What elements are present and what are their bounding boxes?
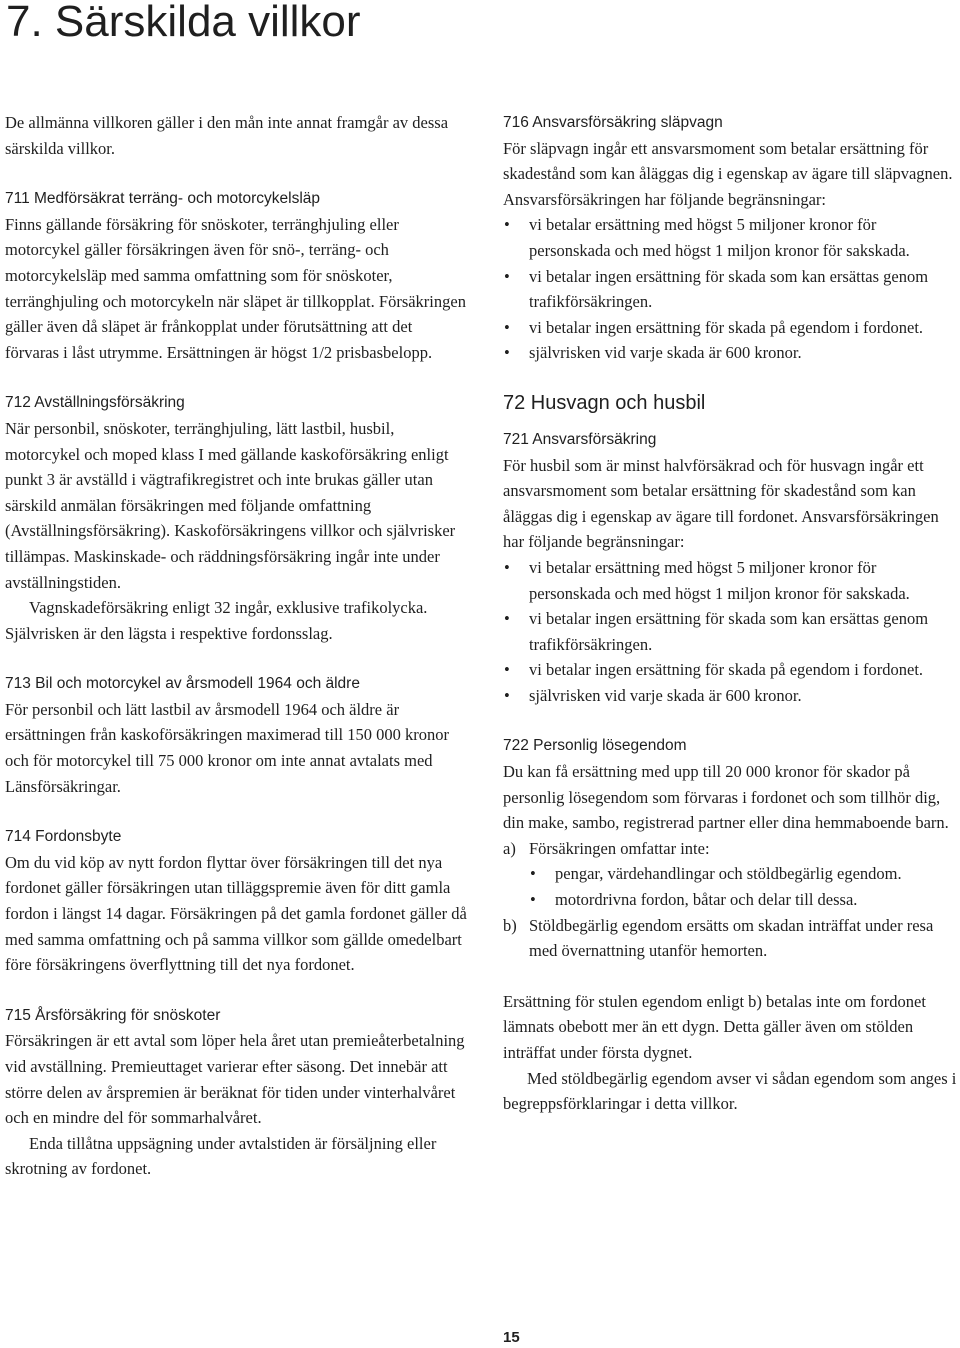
section-715: [5, 1003, 467, 1182]
section-713-text: För personbil och lätt lastbil av årsmodell 1964 och äldre är ersättningen från kaskoförsäkringen maximerad till 150 000 kronor och för motorcykel till 75 000 kronor om inte annat avtalats med Länsförsäkringar.: [5, 699, 450, 796]
section-722-list: [503, 836, 958, 964]
left-column: [5, 110, 467, 1182]
section-715-text-2: Enda tillåtna uppsägning under avtalstiden är försäljning eller skrotning av fordonet.: [5, 1133, 437, 1179]
page-number: 15: [503, 1329, 520, 1346]
sub-list: [529, 861, 958, 912]
section-721: [503, 427, 958, 709]
section-722-text: Du kan få ersättning med upp till 20 000 kronor för skador på personlig lösegendom som förvaras i fordonet och som tillhör dig, din make, sambo, registrerad partner eller dina hemmaboende barn.: [503, 762, 949, 833]
section-721-list: [503, 555, 958, 709]
section-711-text: Finns gällande försäkring för snöskoter, terränghjuling eller motorcykel gäller försäkringen även för snö-, terräng- och motorcykelsläp med samma omfattning som för snöskoter, terränghjuling och motorcykeln när släpet är tillkopplat. Försäkringen gäller även då släpet är frånkopplat under förutsättning att det förvaras i låst utrymme. Ersättningen är högst 1/2 prisbasbelopp.: [5, 214, 466, 362]
section-713-heading: 713 Bil och motorcykel av årsmodell 1964 och äldre: [5, 675, 360, 693]
section-714-text: Om du vid köp av nytt fordon flyttar över försäkringen till det nya fordonet gäller försäkringen utan tilläggspremie även för ditt gamla fordon i längst 14 dagar. Försäkringen på det gamla fordonet gäller då med samma omfattning och på samma villkor som gällde omedelbart före försäkringens överflyttning till det nya fordonet.: [5, 852, 467, 975]
list-item: • pengar, värdehandlingar och stöldbegärlig egendom.: [529, 861, 958, 887]
list-item: • vi betalar ingen ersättning för skada på egendom i fordonet.: [503, 315, 958, 341]
list-item-b: [503, 913, 958, 964]
list-item: • vi betalar ingen ersättning för skada som kan ersättas genom trafikförsäkringen.: [503, 264, 958, 315]
section-72-heading: 72 Husvagn och husbil: [503, 391, 706, 414]
list-item-a: [503, 836, 958, 913]
list-marker: a): [503, 838, 516, 858]
section-722-heading: 722 Personlig lösegendom: [503, 737, 687, 755]
section-716-text: För släpvagn ingår ett ansvarsmoment som betalar ersättning för skadestånd som kan åläggas dig i egenskap av ägare till släpvagnen. Ansvarsförsäkringen har följande begränsningar:: [503, 138, 953, 209]
section-72: [503, 389, 958, 417]
list-marker: b): [503, 915, 517, 935]
section-714-heading: 714 Fordonsbyte: [5, 828, 122, 846]
section-712-text-2: Vagnskadeförsäkring enligt 32 ingår, exklusive trafikolycka. Självrisken är den lägsta i respektive fordonsslag.: [5, 598, 428, 643]
section-716-heading: 716 Ansvarsförsäkring släpvagn: [503, 114, 723, 131]
section-711-heading: 711 Medförsäkrat terräng- och motorcykelsläp: [5, 190, 321, 208]
list-item: • vi betalar ersättning med högst 5 miljoner kronor för personskada och med högst 1 miljon kronor för sakskada.: [503, 212, 958, 263]
section-715-text: Försäkringen är ett avtal som löper hela året utan premieåterbetalning vid avställning. Premieuttaget varierar efter säsong. Det innebär att större delen av årspremien är beräknat för tiden under vinterhalvåret och en mindre del för sommarhalvåret.: [5, 1031, 465, 1128]
list-item: • vi betalar ersättning med högst 5 miljoner kronor för personskada och med högst 1 miljon kronor för sakskada.: [503, 555, 958, 606]
section-712-text: När personbil, snöskoter, terränghjuling, lätt lastbil, husbil, motorcykel och moped klass I med gällande kaskoförsäkring enligt punkt 3 är avställd i vägtrafikregistret och inte brukas gäller utan särskild anmälan försäkringen med följande omfattning (Avställningsförsäkring). Kaskoförsäkringens villkor och självrisker tillämpas. Maskinskade- och räddningsförsäkring ingår inte under avställningstiden.: [5, 418, 456, 592]
section-716-list: [503, 212, 958, 366]
right-column: [503, 110, 958, 1117]
list-item: • vi betalar ingen ersättning för skada som kan ersättas genom trafikförsäkringen.: [503, 606, 958, 657]
section-713: [5, 671, 467, 799]
intro-text: De allmänna villkoren gäller i den mån inte annat framgår av dessa särskilda villkor.: [5, 113, 449, 158]
section-712-heading: 712 Avställningsförsäkring: [5, 394, 185, 412]
page-title: 7. Särskilda villkor: [6, 0, 361, 46]
section-711: [5, 186, 467, 365]
list-item: • självrisken vid varje skada är 600 kronor.: [503, 683, 958, 709]
section-714: [5, 824, 467, 978]
section-715-heading: 715 Årsförsäkring för snöskoter: [5, 1006, 221, 1024]
list-item: • motordrivna fordon, båtar och delar till dessa.: [529, 887, 958, 913]
list-item-text: Försäkringen omfattar inte:: [529, 838, 710, 858]
section-716: [503, 110, 958, 366]
section-722: [503, 733, 958, 1116]
list-item: • vi betalar ingen ersättning för skada på egendom i fordonet.: [503, 657, 958, 683]
section-721-text: För husbil som är minst halvförsäkrad och för husvagn ingår ett ansvarsmoment som betalar ersättning för skadestånd som kan åläggas dig i egenskap av ägare till fordonet. Ansvarsförsäkringen har följande begränsningar:: [503, 455, 939, 552]
section-712: [5, 390, 467, 646]
section-722-text-3: Med stöldbegärlig egendom avser vi sådan egendom som anges i begreppsförklaringar i detta villkor.: [503, 1068, 957, 1114]
section-722-text-2: Ersättning för stulen egendom enligt b) betalas inte om fordonet lämnats obebott mer än ett dygn. Detta gäller även om stölden inträffat under första dygnet.: [503, 991, 926, 1062]
list-item-text: Stöldbegärlig egendom ersätts om skadan inträffat under resa med övernattning utanför hemorten.: [529, 915, 934, 961]
list-item: • självrisken vid varje skada är 600 kronor.: [503, 340, 958, 366]
section-721-heading: 721 Ansvarsförsäkring: [503, 430, 657, 448]
